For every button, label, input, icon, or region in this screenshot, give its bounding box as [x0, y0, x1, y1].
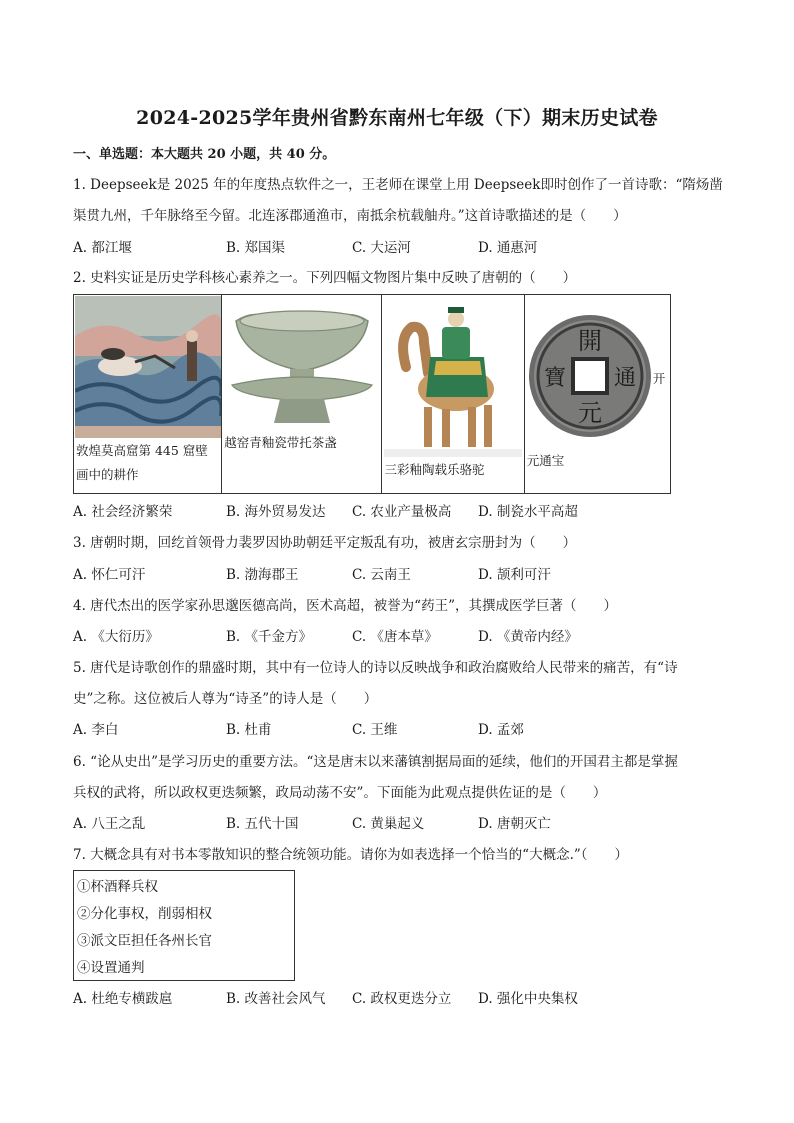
q5-option-d: D. 孟郊 [478, 722, 524, 738]
q7-item-4: ④设置通判 [77, 960, 145, 976]
coin-image [527, 313, 653, 439]
q3-option-b: B. 渤海郡王 [226, 567, 299, 583]
q3-option-d: D. 颉利可汗 [478, 567, 551, 583]
caption-mural-line-1: 敦煌莫高窟第 445 窟壁 [76, 443, 208, 458]
q4-option-a: A. 《大衍历》 [73, 629, 159, 645]
q5-option-c: C. 王维 [352, 722, 398, 738]
artifact-cell-coin [524, 295, 670, 494]
q2-option-b: B. 海外贸易发达 [226, 504, 326, 520]
q1-option-d: D. 通惠河 [478, 240, 538, 256]
q7-option-d: D. 强化中央集权 [478, 991, 578, 1007]
q2-option-d: D. 制瓷水平高超 [478, 504, 578, 520]
question-7-line-1: 7. 大概念具有对书本零散知识的整合统领功能。请你为如表选择一个恰当的“大概念.”（ ） [73, 847, 629, 863]
coin-char-bottom: 元 [577, 399, 602, 427]
q6-option-c: C. 黄巢起义 [352, 816, 425, 832]
artifact-cell-mural [74, 295, 222, 494]
question-6-line-2: 兵权的武将，所以政权更迭频繁，政局动荡不安”。下面能为此观点提供佐证的是（ ） [73, 785, 607, 801]
q7-option-b: B. 改善社会风气 [226, 991, 326, 1007]
q1-option-a: A. 都江堰 [73, 240, 132, 256]
q6-option-a: A. 八王之乱 [73, 816, 146, 832]
caption-coin-line-2: 元通宝 [526, 453, 565, 468]
q1-option-b: B. 郑国渠 [226, 240, 286, 256]
artifact-image-table [73, 294, 671, 494]
question-2-line-1: 2. 史料实证是历史学科核心素养之一。下列四幅文物图片集中反映了唐朝的（ ） [73, 270, 577, 286]
question-1-line-2: 渠贯九州，千年脉络至今留。北连涿郡通渔市，南抵余杭载舳舟。”这首诗歌描述的是（ ） [73, 208, 627, 224]
caption-camel: 三彩釉陶载乐骆驼 [384, 462, 485, 477]
question-4-line-1: 4. 唐代杰出的医学家孙思邈医德高尚，医术高超，被誉为“药王”，其撰成医学巨著（ ） [73, 598, 617, 614]
q2-option-c: C. 农业产量极高 [352, 504, 452, 520]
coin-char-top: 開 [577, 327, 602, 355]
question-3-line-1: 3. 唐朝时期，回纥首领骨力裴罗因协助朝廷平定叛乱有功，被唐玄宗册封为（ ） [73, 535, 577, 551]
q7-item-2: ②分化事权，削弱相权 [77, 906, 212, 922]
caption-mural-line-2: 画中的耕作 [76, 467, 139, 482]
question-5-line-1: 5. 唐代是诗歌创作的鼎盛时期，其中有一位诗人的诗以反映战争和政治腐败给人民带来的痛苦，有“诗 [73, 660, 678, 676]
teacup-image [224, 299, 380, 431]
question-6-line-1: 6. “论从史出”是学习历史的重要方法。“这是唐末以来藩镇割据局面的延续，他们的开国君主都是掌握 [73, 754, 678, 770]
camel-image [384, 297, 522, 457]
q3-option-c: C. 云南王 [352, 567, 411, 583]
coin-char-right: 通 [613, 366, 636, 391]
question-1-line-1: 1. Deepseek是 2025 年的年度热点软件之一，王老师在课堂上用 Deepseek即时创作了一首诗歌：“隋炀凿 [73, 177, 723, 193]
q4-option-d: D. 《黄帝内经》 [478, 629, 578, 645]
q7-item-3: ③派文臣担任各州长官 [77, 933, 212, 949]
q4-option-b: B. 《千金方》 [226, 629, 313, 645]
q2-option-a: A. 社会经济繁荣 [73, 504, 173, 520]
artifact-cell-camel [382, 295, 524, 494]
caption-coin-line-1: 开 [652, 371, 666, 386]
q3-option-a: A. 怀仁可汗 [73, 567, 146, 583]
q5-option-b: B. 杜甫 [226, 722, 272, 738]
q7-option-c: C. 政权更迭分立 [352, 991, 452, 1007]
q5-option-a: A. 李白 [73, 722, 119, 738]
q6-option-d: D. 唐朝灭亡 [478, 816, 551, 832]
coin-char-left: 寶 [543, 366, 566, 391]
caption-teacup: 越窑青釉瓷带托茶盏 [224, 435, 337, 450]
mural-image [75, 296, 221, 438]
question-5-line-2: 史”之称。这位被后人尊为“诗圣”的诗人是（ ） [73, 691, 378, 707]
q4-option-c: C. 《唐本草》 [352, 629, 438, 645]
exam-title: 2024-2025学年贵州省黔东南州七年级（下）期末历史试卷 [136, 107, 658, 129]
q7-option-a: A. 杜绝专横跋扈 [73, 991, 173, 1007]
q7-item-1: ①杯酒释兵权 [77, 879, 158, 895]
q1-option-c: C. 大运河 [352, 240, 411, 256]
q7-concept-box [73, 870, 295, 981]
q6-option-b: B. 五代十国 [226, 816, 299, 832]
artifact-cell-teacup [222, 295, 382, 494]
section-heading: 一、单选题：本大题共 20 小题，共 40 分。 [73, 147, 336, 162]
